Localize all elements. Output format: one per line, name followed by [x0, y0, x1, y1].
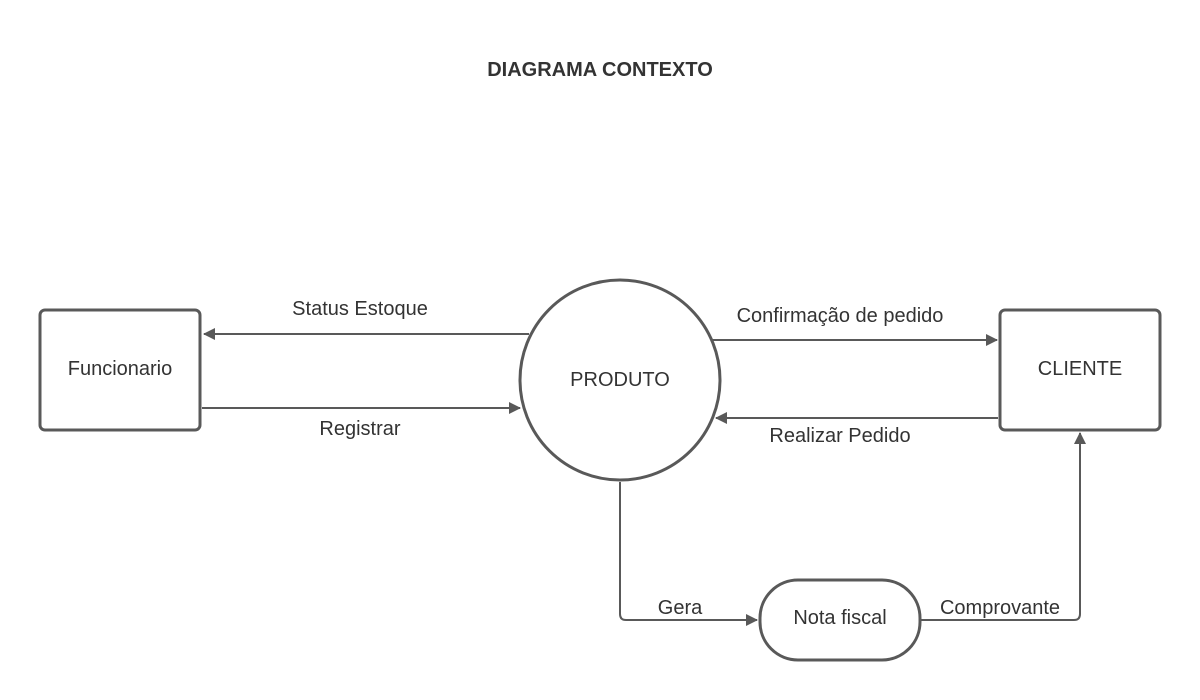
node-nota-fiscal-label: Nota fiscal — [793, 607, 887, 629]
node-funcionario-label: Funcionario — [67, 358, 173, 380]
edge-label-registrar: Registrar — [319, 418, 401, 440]
edge-label-status-estoque: Status Estoque — [292, 298, 428, 320]
edge-label-confirmacao: Confirmação de pedido — [736, 305, 944, 327]
node-cliente-label: CLIENTE — [1037, 358, 1123, 380]
node-produto-label: PRODUTO — [570, 369, 670, 391]
edge-label-realizar-pedido: Realizar Pedido — [769, 425, 911, 447]
edge-label-comprovante: Comprovante — [939, 597, 1061, 619]
edge-label-gera: Gera — [657, 597, 703, 619]
edge-comprovante — [921, 433, 1080, 620]
diagram-title: DIAGRAMA CONTEXTO — [487, 59, 713, 81]
